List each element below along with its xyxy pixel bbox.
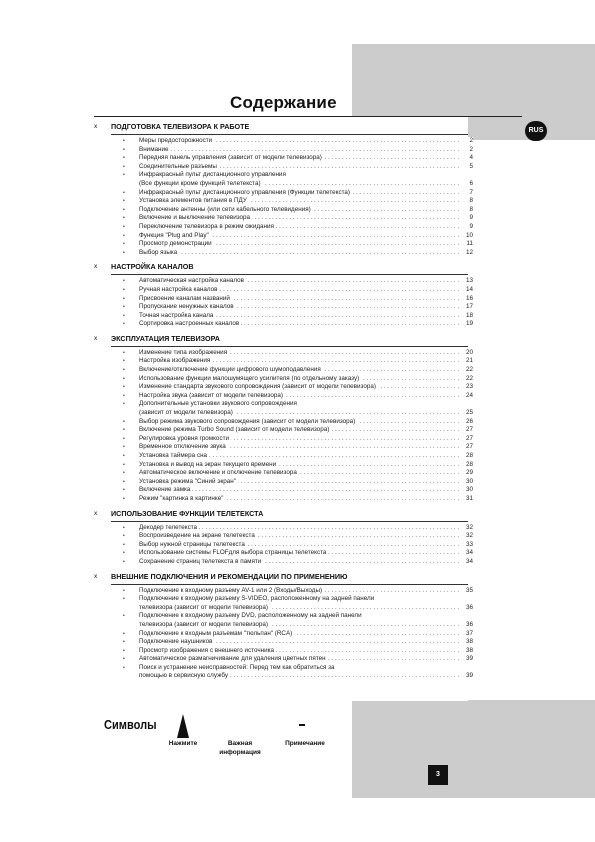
entry-text: Включение замка (139, 486, 191, 494)
bullet-icon: • (123, 304, 125, 311)
entry-text: Соединительные разъемы (139, 162, 217, 170)
toc-entry (94, 494, 473, 504)
entry-text: (Все функции кроме функций телетекста) (139, 179, 261, 187)
entry-text: Передняя панель управления (зависит от модели телевизора) (139, 154, 322, 162)
section-heading (94, 262, 468, 272)
section-divider (111, 584, 468, 585)
entry-text: Внимание (139, 145, 169, 153)
bullet-icon: • (123, 241, 125, 248)
symbol-label: Нажмите (168, 740, 198, 747)
bullet-icon: • (123, 155, 125, 162)
entry-page-number: 29 (461, 469, 473, 478)
section-title: НАСТРОЙКА КАНАЛОВ (111, 262, 194, 272)
symbols-title: Символы (104, 717, 157, 732)
entry-text: Регулировка уровня громкости (139, 434, 229, 442)
entry-text: Настройка звука (зависит от модели телевизора) (139, 391, 283, 399)
entry-text: Присвоение каналам названий (139, 294, 230, 302)
toc-entry (94, 205, 473, 215)
entry-text: Настройка изображения (139, 357, 211, 365)
entry-page-number: 9 (461, 223, 473, 232)
toc-entry (94, 486, 473, 495)
toc-entry (94, 320, 473, 329)
toc-entry (94, 540, 473, 550)
bullet-icon: • (123, 249, 125, 256)
bullet-icon: • (123, 524, 125, 531)
entry-text: Просмотр демонстрации (139, 240, 212, 248)
entry-page-number: 31 (461, 495, 473, 504)
entry-text: Выбор языка (139, 248, 178, 256)
bullet-icon: • (123, 401, 125, 408)
entry-text: Установка и вывод на экран текущего времени (139, 460, 277, 468)
toc-entry (94, 171, 473, 188)
bullet-icon: • (123, 223, 125, 230)
section-heading (94, 509, 468, 519)
entry-text: Подключение к входному разъему AV-1 или 2 (Входы/Выходы) (139, 586, 323, 594)
entry-page-number: 39 (461, 655, 473, 664)
entry-page-number: 23 (461, 383, 473, 392)
bullet-icon: • (123, 533, 125, 540)
entry-page-number: 34 (461, 549, 473, 558)
symbol-important (208, 712, 272, 757)
toc-entry (94, 214, 473, 223)
toc-entry (94, 188, 473, 198)
entry-page-number: 2 (461, 137, 473, 146)
note-dash-icon (272, 712, 338, 739)
table-of-contents (94, 122, 473, 686)
entry-page-number: 27 (461, 443, 473, 452)
bullet-icon: • (123, 587, 125, 594)
page-title: Содержание (230, 93, 337, 112)
entry-text: помощью в сервисную службу (139, 672, 228, 680)
toc-entry (94, 137, 473, 146)
entry-text: Включение режима Turbo Sound (зависит от модели телевизора) (139, 426, 330, 434)
entry-text: Режим "картинка в картинке" (139, 494, 224, 502)
toc-entry (94, 595, 473, 612)
entry-text: Сохранение страниц телетекста в памяти (139, 557, 262, 565)
bullet-icon: • (123, 495, 125, 502)
toc-entry (94, 532, 473, 541)
bullet-icon: • (123, 453, 125, 459)
bullet-icon: • (123, 596, 125, 603)
entry-text: Изменение стандарта звукового сопровождения (зависит от модели телевизора) (139, 383, 376, 391)
bullet-icon: • (123, 550, 125, 557)
entry-text: Изменение типа изображения (139, 348, 228, 356)
decorative-gray-block-bottom (352, 700, 595, 798)
section-marker: x (94, 334, 98, 342)
bullet-icon: • (123, 232, 125, 239)
toc-entry (94, 311, 473, 321)
entry-page-number: 12 (461, 249, 473, 258)
entry-text: Меры предосторожности (139, 137, 213, 144)
symbol-label-line2: информация (219, 749, 261, 756)
entry-page-number: 24 (461, 392, 473, 401)
toc-entry (94, 348, 473, 358)
bullet-icon: • (123, 558, 125, 565)
toc-entry (94, 374, 473, 384)
toc-entry (94, 426, 473, 435)
page-number: 3 (428, 765, 448, 785)
bullet-icon: • (123, 367, 125, 374)
toc-entry (94, 417, 473, 427)
entry-text: Подключение к входным разъемам "тюльпан" (RCA) (139, 629, 293, 637)
entry-page-number: 30 (461, 486, 473, 495)
toc-entry (94, 646, 473, 656)
bullet-icon: • (123, 172, 125, 179)
section-title: ЭКСПЛУАТАЦИЯ ТЕЛЕВИЗОРА (111, 333, 221, 343)
section-marker: x (94, 123, 98, 130)
toc-entry (94, 222, 473, 232)
toc-entry (94, 549, 473, 558)
entry-page-number: 33 (461, 541, 473, 550)
bullet-icon: • (123, 461, 125, 468)
bullet-icon: • (123, 541, 125, 548)
entry-page-number: 34 (461, 558, 473, 567)
bullet-icon: • (123, 487, 125, 494)
section-heading (94, 122, 468, 132)
bullet-icon: • (123, 198, 125, 205)
bullet-icon: • (123, 664, 125, 671)
entry-text: Установка режима "Синий экран" (139, 477, 237, 485)
toc-entry (94, 197, 473, 206)
bullet-icon: • (123, 384, 125, 391)
entry-text: (зависит от модели телевизора) (139, 409, 233, 417)
entry-text: Переключение телевизора в режим ожидания (139, 222, 274, 230)
toc-entry (94, 523, 473, 533)
entry-text: Автоматическое размагничивание для удаления цветных пятен (139, 655, 326, 663)
bullet-icon: • (123, 295, 125, 302)
entry-page-number: 4 (461, 154, 473, 163)
bullet-icon: • (123, 286, 125, 293)
entry-page-number: 32 (461, 524, 473, 533)
bullet-icon: • (123, 321, 125, 328)
toc-entry (94, 434, 473, 444)
toc-entry (94, 303, 473, 312)
toc-entry (94, 612, 473, 629)
toc-entry (94, 655, 473, 664)
symbol-label: Примечание (285, 740, 325, 747)
toc-entry (94, 383, 473, 392)
entry-text: Подключение антенны (или сети кабельного телевидения) (139, 205, 311, 213)
entry-page-number: 26 (461, 418, 473, 427)
bullet-icon: • (123, 375, 125, 382)
bullet-icon: • (123, 138, 125, 144)
toc-entry (94, 162, 473, 172)
bullet-icon: • (123, 656, 125, 663)
bullet-icon: • (123, 639, 125, 646)
important-icon (208, 712, 272, 739)
entry-page-number: 8 (461, 197, 473, 206)
entry-page-number: 25 (461, 409, 473, 418)
toc-entry (94, 285, 473, 295)
entry-text: Подключение наушников (139, 638, 213, 646)
bullet-icon: • (123, 146, 125, 153)
entry-page-number: 19 (461, 320, 473, 329)
bullet-icon: • (123, 613, 125, 620)
entry-text: Автоматическое включение и отключение телевизора (139, 469, 297, 477)
bullet-icon: • (123, 312, 125, 319)
entry-page-number: 17 (461, 303, 473, 312)
toc-entry (94, 638, 473, 647)
toc-entry (94, 629, 473, 639)
title-divider (94, 116, 522, 117)
toc-entry (94, 400, 473, 417)
bullet-icon: • (123, 630, 125, 637)
section-marker: x (94, 509, 98, 517)
toc-entry (94, 443, 473, 452)
entry-page-number: 21 (461, 357, 473, 366)
toc-section (94, 122, 473, 262)
entry-text: Подключение к входному разъему DVD, расположенному на задней панели (139, 612, 362, 620)
toc-entry (94, 294, 473, 304)
entry-page-number: 22 (461, 375, 473, 384)
section-marker: x (94, 263, 98, 271)
entry-page-number: 11 (461, 240, 473, 249)
entry-page-number: 28 (461, 452, 473, 461)
entry-page-number: 7 (461, 189, 473, 198)
bullet-icon: • (123, 478, 125, 485)
press-triangle-icon (158, 712, 208, 739)
toc-entry (94, 231, 473, 241)
entry-text: Дополнительные установки звукового сопровождения (139, 400, 297, 408)
entry-page-number: 28 (461, 461, 473, 470)
entry-page-number: 20 (461, 349, 473, 358)
entry-page-number: 14 (461, 286, 473, 295)
entry-text: Функция "Plug and Play" (139, 231, 209, 239)
toc-entry (94, 391, 473, 401)
toc-entry (94, 366, 473, 375)
symbol-label: Важная (227, 740, 253, 747)
section-heading (94, 334, 468, 344)
entry-text: Просмотр изображения с внешнего источника (139, 646, 274, 654)
toc-entry (94, 145, 473, 155)
toc-entry (94, 477, 473, 487)
toc-entry (94, 240, 473, 249)
entry-text: Выбор режима звукового сопровождения (зависит от модели телевизора) (139, 417, 356, 425)
entry-page-number: 8 (461, 206, 473, 215)
entry-page-number: 39 (461, 672, 473, 681)
entry-page-number: 30 (461, 478, 473, 487)
entry-text: телевизора (зависит от модели телевизора) (139, 620, 269, 628)
toc-entry (94, 557, 473, 567)
entry-text: Выбор нужной страницы телетекста (139, 540, 245, 548)
bullet-icon: • (123, 349, 125, 356)
language-badge: RUS (525, 121, 547, 141)
section-title: ПОДГОТОВКА ТЕЛЕВИЗОРА К РАБОТЕ (111, 122, 250, 131)
entry-text: Подключение к входному разъему S-VIDEO, расположенному на задней панели (139, 595, 375, 603)
section-divider (111, 346, 468, 347)
entry-page-number: 13 (461, 277, 473, 286)
entry-page-number: 27 (461, 435, 473, 444)
bullet-icon: • (123, 418, 125, 425)
title-band (352, 96, 522, 116)
entry-text: Установка таймера сна (139, 452, 208, 459)
bullet-icon: • (123, 278, 125, 285)
entry-page-number: 16 (461, 295, 473, 304)
toc-section (94, 333, 473, 509)
toc-section (94, 571, 473, 687)
entry-text: Включение и выключение телевизора (139, 214, 251, 222)
entry-page-number: 2 (461, 146, 473, 155)
section-heading (94, 572, 468, 582)
toc-entry (94, 357, 473, 366)
bullet-icon: • (123, 427, 125, 434)
entry-text: Декодер телетекста (139, 523, 198, 531)
entry-page-number: 5 (461, 163, 473, 172)
entry-page-number: 32 (461, 532, 473, 541)
entry-text: Установка элементов питания в ПДУ (139, 197, 247, 205)
entry-text: Инфракрасный пульт дистанционного управления (Функции телетекста) (139, 188, 351, 196)
entry-text: Автоматическая настройка каналов (139, 277, 244, 285)
entry-text: Включение/отключение функции цифрового шумоподавления (139, 366, 321, 374)
entry-page-number: 27 (461, 426, 473, 435)
toc-entry (94, 154, 473, 163)
bullet-icon: • (123, 215, 125, 222)
toc-section (94, 262, 473, 334)
toc-entry (94, 452, 473, 461)
section-divider (111, 521, 468, 522)
section-title: ВНЕШНИЕ ПОДКЛЮЧЕНИЯ И РЕКОМЕНДАЦИИ ПО ПРИМЕНЕНИЮ (111, 571, 348, 581)
entry-text: Использование системы FLOFдля выбора страницы телетекста (139, 549, 327, 557)
entry-page-number: 37 (461, 630, 473, 639)
entry-text: Сортировка настроенных каналов (139, 320, 240, 328)
toc-entry (94, 586, 473, 596)
entry-page-number: 6 (461, 180, 473, 189)
bullet-icon: • (123, 392, 125, 399)
entry-page-number: 10 (461, 232, 473, 241)
entry-page-number: 36 (461, 604, 473, 613)
entry-text: Пропускание ненужных каналов (139, 303, 234, 311)
entry-page-number: 18 (461, 312, 473, 321)
entry-page-number: 35 (461, 587, 473, 596)
bullet-icon: • (123, 435, 125, 442)
bullet-icon: • (123, 444, 125, 451)
section-divider (111, 134, 468, 135)
toc-section (94, 508, 473, 572)
entry-text: Инфракрасный пульт дистанционного управления (139, 171, 286, 179)
entry-page-number: 38 (461, 647, 473, 656)
entry-text: Временное отключение звука (139, 443, 226, 451)
entry-text: Воспроизведение на экране телетекста (139, 532, 255, 540)
entry-text: Точная настройка канала (139, 311, 214, 319)
entry-page-number: 22 (461, 366, 473, 375)
toc-entry (94, 469, 473, 478)
toc-entry (94, 248, 473, 258)
bullet-icon: • (123, 470, 125, 477)
entry-page-number: 38 (461, 638, 473, 647)
symbol-press (158, 712, 208, 748)
entry-text: Использование функции малошумящего усилителя (по отдельному заказу) (139, 374, 360, 382)
entry-page-number: 9 (461, 214, 473, 223)
bullet-icon: • (123, 189, 125, 196)
bullet-icon: • (123, 647, 125, 654)
entry-text: Поиск и устранение неисправностей: Перед тем как обратиться за (139, 663, 335, 671)
symbol-note (272, 712, 338, 748)
bullet-icon: • (123, 206, 125, 213)
section-marker: x (94, 572, 98, 580)
entry-text: Ручная настройка каналов (139, 285, 218, 293)
section-title: ИСПОЛЬЗОВАНИЕ ФУНКЦИИ ТЕЛЕТЕКСТА (111, 508, 264, 518)
toc-entry (94, 460, 473, 470)
toc-entry (94, 277, 473, 286)
section-divider (111, 274, 468, 275)
bullet-icon: • (123, 163, 125, 170)
bullet-icon: • (123, 358, 125, 365)
entry-text: телевизора (зависит от модели телевизора) (139, 603, 269, 611)
entry-page-number: 36 (461, 621, 473, 630)
toc-entry (94, 663, 473, 681)
